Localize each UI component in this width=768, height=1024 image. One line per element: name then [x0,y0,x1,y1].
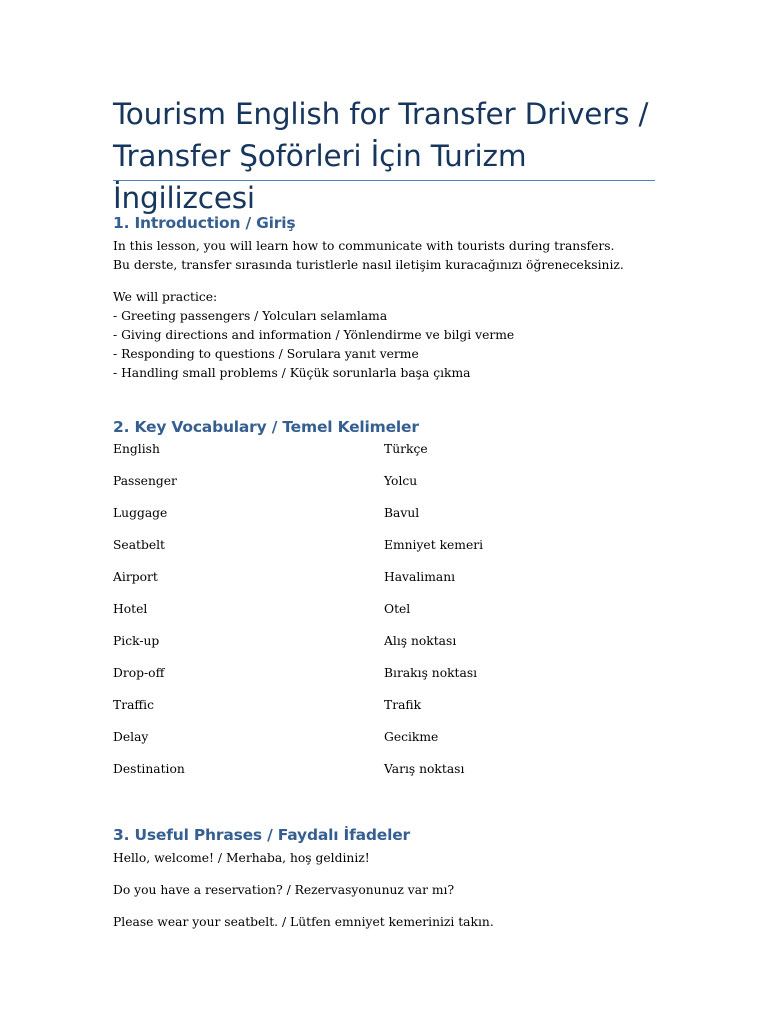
section-2-heading: 2. Key Vocabulary / Temel Kelimeler [113,418,419,436]
phrase: Please wear your seatbelt. / Lütfen emniyet kemerinizi takın. [113,915,494,929]
vocab-turkish-cell: Bavul [384,506,420,520]
phrase: Hello, welcome! / Merhaba, hoş geldiniz! [113,851,370,865]
intro-english: In this lesson, you will learn how to communicate with tourists during transfers. [113,239,615,253]
vocab-turkish-cell: Otel [384,602,411,616]
vocab-english-cell: Passenger [113,474,177,488]
document-title [113,93,673,219]
vocab-turkish-cell: Gecikme [384,730,439,744]
vocab-english-cell: Hotel [113,602,148,616]
vocab-turkish-cell: Alış noktası [384,634,457,648]
vocab-english-cell: Luggage [113,506,168,520]
section-3-heading: 3. Useful Phrases / Faydalı İfadeler [113,826,410,844]
practice-item: - Giving directions and information / Yönlendirme ve bilgi verme [113,328,515,342]
phrase: Do you have a reservation? / Rezervasyonunuz var mı? [113,883,455,897]
vocab-turkish-cell: Varış noktası [384,762,465,776]
vocab-turkish-cell: Yolcu [384,474,418,488]
vocab-turkish-cell: Havalimanı [384,570,456,584]
vocab-english-cell: Seatbelt [113,538,165,552]
title-underline [113,180,655,181]
vocab-turkish-cell: Bırakış noktası [384,666,478,680]
vocab-turkish-cell: Trafik [384,698,422,712]
vocab-english-cell: Drop-off [113,666,165,680]
vocab-header-turkish: Türkçe [384,442,428,456]
vocab-english-cell: Traffic [113,698,154,712]
title-line-1: Tourism English for Transfer Drivers / [113,97,649,131]
section-1-heading: 1. Introduction / Giriş [113,214,296,232]
practice-item: - Responding to questions / Sorulara yanıt verme [113,347,419,361]
practice-item: - Greeting passengers / Yolcuları selamlama [113,309,388,323]
intro-turkish: Bu derste, transfer sırasında turistlerle nasıl iletişim kuracağınızı öğreneceksiniz. [113,258,624,272]
vocab-english-cell: Airport [113,570,158,584]
practice-label: We will practice: [113,290,218,304]
vocab-header-english: English [113,442,160,456]
vocab-turkish-cell: Emniyet kemeri [384,538,484,552]
practice-item: - Handling small problems / Küçük sorunlarla başa çıkma [113,366,471,380]
vocab-english-cell: Pick-up [113,634,160,648]
vocab-english-cell: Delay [113,730,149,744]
title-line-2: Transfer Şoförleri İçin Turizm İngilizcesi [113,139,527,215]
vocab-english-cell: Destination [113,762,185,776]
